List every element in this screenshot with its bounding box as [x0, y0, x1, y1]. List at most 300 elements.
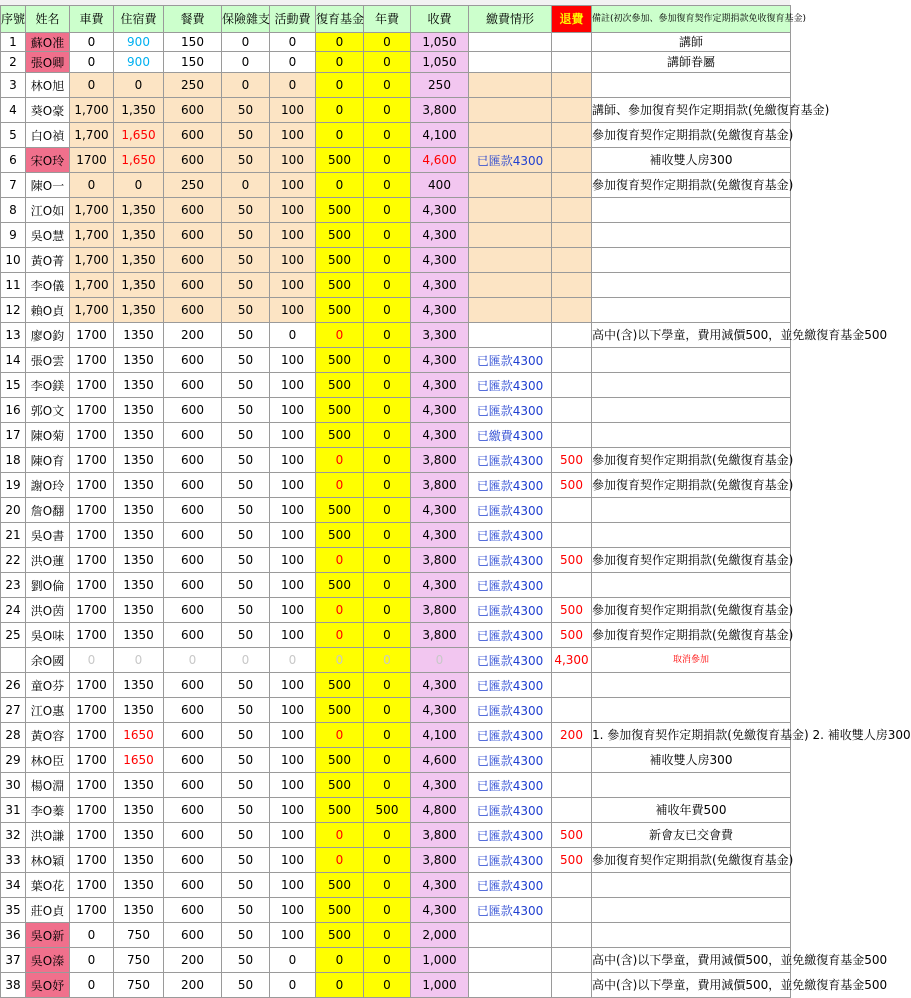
meal-fee-cell[interactable]: 600 [164, 923, 222, 948]
seq-cell[interactable]: 16 [1, 398, 26, 423]
refund-cell[interactable] [552, 373, 592, 398]
seq-cell[interactable]: 14 [1, 348, 26, 373]
meal-fee-cell[interactable]: 600 [164, 773, 222, 798]
name-cell[interactable]: 劉O倫 [26, 573, 70, 598]
note-cell[interactable]: 1. 參加復育契作定期捐款(免繳復育基金) 2. 補收雙人房300 [592, 723, 791, 748]
seq-cell[interactable]: 24 [1, 598, 26, 623]
lodging-fee-cell[interactable]: 1350 [114, 348, 164, 373]
car-fee-cell[interactable]: 1700 [70, 398, 114, 423]
meal-fee-cell[interactable]: 200 [164, 323, 222, 348]
insurance-cell[interactable]: 0 [222, 33, 270, 52]
refund-cell[interactable] [552, 73, 592, 98]
meal-fee-cell[interactable]: 600 [164, 673, 222, 698]
note-cell[interactable]: 講師、參加復育契作定期捐款(免繳復育基金) [592, 98, 791, 123]
refund-cell[interactable] [552, 248, 592, 273]
insurance-cell[interactable]: 0 [222, 648, 270, 673]
lodging-fee-cell[interactable]: 1350 [114, 848, 164, 873]
activity-fee-cell[interactable]: 100 [270, 423, 316, 448]
refund-cell[interactable]: 500 [552, 448, 592, 473]
payment-status-cell[interactable]: 已匯款4300 [469, 773, 552, 798]
seq-cell[interactable]: 30 [1, 773, 26, 798]
fund-cell[interactable]: 500 [316, 423, 364, 448]
insurance-cell[interactable]: 50 [222, 948, 270, 973]
received-cell[interactable]: 400 [411, 173, 469, 198]
insurance-cell[interactable]: 50 [222, 698, 270, 723]
header-notes[interactable]: 備註(初次參加、參加復育契作定期捐款免收復育基金) [592, 6, 791, 33]
received-cell[interactable]: 4,300 [411, 423, 469, 448]
fund-cell[interactable]: 500 [316, 773, 364, 798]
fund-cell[interactable]: 500 [316, 798, 364, 823]
lodging-fee-cell[interactable]: 750 [114, 948, 164, 973]
insurance-cell[interactable]: 50 [222, 498, 270, 523]
car-fee-cell[interactable]: 1700 [70, 448, 114, 473]
meal-fee-cell[interactable]: 200 [164, 948, 222, 973]
seq-cell[interactable]: 17 [1, 423, 26, 448]
fund-cell[interactable]: 0 [316, 473, 364, 498]
fund-cell[interactable]: 0 [316, 598, 364, 623]
annual-fee-cell[interactable]: 0 [364, 298, 411, 323]
note-cell[interactable]: 高中(含)以下學童，費用減價500，並免繳復育基金500 [592, 973, 791, 998]
activity-fee-cell[interactable]: 100 [270, 148, 316, 173]
insurance-cell[interactable]: 50 [222, 148, 270, 173]
meal-fee-cell[interactable]: 600 [164, 223, 222, 248]
meal-fee-cell[interactable]: 600 [164, 398, 222, 423]
car-fee-cell[interactable]: 1700 [70, 723, 114, 748]
lodging-fee-cell[interactable]: 1350 [114, 548, 164, 573]
lodging-fee-cell[interactable]: 1350 [114, 398, 164, 423]
lodging-fee-cell[interactable]: 1350 [114, 448, 164, 473]
note-cell[interactable] [592, 198, 791, 223]
name-cell[interactable]: 陳O一 [26, 173, 70, 198]
note-cell[interactable] [592, 298, 791, 323]
lodging-fee-cell[interactable]: 1,350 [114, 198, 164, 223]
seq-cell[interactable]: 37 [1, 948, 26, 973]
lodging-fee-cell[interactable]: 1650 [114, 723, 164, 748]
meal-fee-cell[interactable]: 600 [164, 698, 222, 723]
payment-status-cell[interactable] [469, 198, 552, 223]
activity-fee-cell[interactable]: 100 [270, 923, 316, 948]
insurance-cell[interactable]: 50 [222, 373, 270, 398]
payment-status-cell[interactable] [469, 298, 552, 323]
name-cell[interactable]: 張O雲 [26, 348, 70, 373]
seq-cell[interactable]: 1 [1, 33, 26, 52]
insurance-cell[interactable]: 50 [222, 523, 270, 548]
meal-fee-cell[interactable]: 600 [164, 748, 222, 773]
insurance-cell[interactable]: 50 [222, 398, 270, 423]
car-fee-cell[interactable]: 0 [70, 923, 114, 948]
insurance-cell[interactable]: 50 [222, 248, 270, 273]
note-cell[interactable] [592, 373, 791, 398]
activity-fee-cell[interactable]: 100 [270, 723, 316, 748]
activity-fee-cell[interactable]: 100 [270, 373, 316, 398]
refund-cell[interactable]: 500 [552, 848, 592, 873]
insurance-cell[interactable]: 50 [222, 848, 270, 873]
received-cell[interactable]: 4,600 [411, 748, 469, 773]
meal-fee-cell[interactable]: 600 [164, 373, 222, 398]
annual-fee-cell[interactable]: 0 [364, 673, 411, 698]
received-cell[interactable]: 3,800 [411, 623, 469, 648]
annual-fee-cell[interactable]: 0 [364, 52, 411, 73]
activity-fee-cell[interactable]: 100 [270, 823, 316, 848]
annual-fee-cell[interactable]: 0 [364, 198, 411, 223]
meal-fee-cell[interactable]: 600 [164, 98, 222, 123]
fund-cell[interactable]: 500 [316, 698, 364, 723]
car-fee-cell[interactable]: 1700 [70, 848, 114, 873]
insurance-cell[interactable]: 50 [222, 723, 270, 748]
fund-cell[interactable]: 0 [316, 448, 364, 473]
fund-cell[interactable]: 0 [316, 33, 364, 52]
insurance-cell[interactable]: 50 [222, 798, 270, 823]
activity-fee-cell[interactable]: 100 [270, 348, 316, 373]
received-cell[interactable]: 4,300 [411, 673, 469, 698]
name-cell[interactable]: 李O儀 [26, 273, 70, 298]
insurance-cell[interactable]: 50 [222, 298, 270, 323]
refund-cell[interactable] [552, 923, 592, 948]
payment-status-cell[interactable]: 已匯款4300 [469, 473, 552, 498]
activity-fee-cell[interactable]: 100 [270, 523, 316, 548]
seq-cell[interactable]: 8 [1, 198, 26, 223]
payment-status-cell[interactable] [469, 248, 552, 273]
activity-fee-cell[interactable]: 100 [270, 573, 316, 598]
name-cell[interactable]: 洪O蓮 [26, 548, 70, 573]
seq-cell[interactable]: 23 [1, 573, 26, 598]
payment-status-cell[interactable]: 已匯款4300 [469, 448, 552, 473]
activity-fee-cell[interactable]: 100 [270, 198, 316, 223]
seq-cell[interactable]: 12 [1, 298, 26, 323]
meal-fee-cell[interactable]: 600 [164, 498, 222, 523]
seq-cell[interactable]: 35 [1, 898, 26, 923]
name-cell[interactable]: 洪O茵 [26, 598, 70, 623]
lodging-fee-cell[interactable]: 1350 [114, 573, 164, 598]
seq-cell[interactable]: 38 [1, 973, 26, 998]
annual-fee-cell[interactable]: 0 [364, 823, 411, 848]
activity-fee-cell[interactable]: 100 [270, 773, 316, 798]
name-cell[interactable]: 黃O菁 [26, 248, 70, 273]
header-insurance[interactable]: 保險雜支 [222, 6, 270, 33]
activity-fee-cell[interactable]: 100 [270, 498, 316, 523]
refund-cell[interactable] [552, 323, 592, 348]
annual-fee-cell[interactable]: 0 [364, 323, 411, 348]
meal-fee-cell[interactable]: 600 [164, 823, 222, 848]
insurance-cell[interactable]: 50 [222, 823, 270, 848]
meal-fee-cell[interactable]: 600 [164, 598, 222, 623]
activity-fee-cell[interactable]: 0 [270, 73, 316, 98]
header-meal[interactable]: 餐費 [164, 6, 222, 33]
received-cell[interactable]: 3,800 [411, 98, 469, 123]
fund-cell[interactable]: 500 [316, 298, 364, 323]
car-fee-cell[interactable]: 1,700 [70, 198, 114, 223]
car-fee-cell[interactable]: 0 [70, 648, 114, 673]
seq-cell[interactable]: 6 [1, 148, 26, 173]
seq-cell[interactable]: 15 [1, 373, 26, 398]
payment-status-cell[interactable]: 已匯款4300 [469, 548, 552, 573]
annual-fee-cell[interactable]: 0 [364, 698, 411, 723]
lodging-fee-cell[interactable]: 1350 [114, 798, 164, 823]
annual-fee-cell[interactable]: 0 [364, 123, 411, 148]
note-cell[interactable]: 補收雙人房300 [592, 748, 791, 773]
note-cell[interactable] [592, 423, 791, 448]
header-lodging[interactable]: 住宿費 [114, 6, 164, 33]
lodging-fee-cell[interactable]: 750 [114, 923, 164, 948]
payment-status-cell[interactable]: 已匯款4300 [469, 498, 552, 523]
annual-fee-cell[interactable]: 0 [364, 773, 411, 798]
lodging-fee-cell[interactable]: 1350 [114, 423, 164, 448]
note-cell[interactable] [592, 873, 791, 898]
name-cell[interactable]: 陳O育 [26, 448, 70, 473]
annual-fee-cell[interactable]: 0 [364, 748, 411, 773]
payment-status-cell[interactable]: 已匯款4300 [469, 523, 552, 548]
note-cell[interactable]: 參加復育契作定期捐款(免繳復育基金) [592, 848, 791, 873]
refund-cell[interactable] [552, 148, 592, 173]
payment-status-cell[interactable]: 已匯款4300 [469, 698, 552, 723]
note-cell[interactable] [592, 898, 791, 923]
car-fee-cell[interactable]: 1,700 [70, 123, 114, 148]
fund-cell[interactable]: 500 [316, 573, 364, 598]
annual-fee-cell[interactable]: 0 [364, 923, 411, 948]
header-annual[interactable]: 年費 [364, 6, 411, 33]
payment-status-cell[interactable]: 已匯款4300 [469, 373, 552, 398]
lodging-fee-cell[interactable]: 1650 [114, 748, 164, 773]
fund-cell[interactable]: 500 [316, 923, 364, 948]
note-cell[interactable]: 補收雙人房300 [592, 148, 791, 173]
payment-status-cell[interactable] [469, 273, 552, 298]
annual-fee-cell[interactable]: 0 [364, 423, 411, 448]
insurance-cell[interactable]: 50 [222, 748, 270, 773]
insurance-cell[interactable]: 50 [222, 873, 270, 898]
annual-fee-cell[interactable]: 0 [364, 848, 411, 873]
note-cell[interactable]: 參加復育契作定期捐款(免繳復育基金) [592, 548, 791, 573]
meal-fee-cell[interactable]: 600 [164, 148, 222, 173]
activity-fee-cell[interactable]: 100 [270, 748, 316, 773]
lodging-fee-cell[interactable]: 750 [114, 973, 164, 998]
car-fee-cell[interactable]: 1,700 [70, 298, 114, 323]
fund-cell[interactable]: 500 [316, 248, 364, 273]
fund-cell[interactable]: 500 [316, 348, 364, 373]
payment-status-cell[interactable] [469, 73, 552, 98]
insurance-cell[interactable]: 50 [222, 223, 270, 248]
seq-cell[interactable]: 19 [1, 473, 26, 498]
refund-cell[interactable] [552, 223, 592, 248]
lodging-fee-cell[interactable]: 1350 [114, 323, 164, 348]
seq-cell[interactable]: 27 [1, 698, 26, 723]
received-cell[interactable]: 3,800 [411, 548, 469, 573]
lodging-fee-cell[interactable]: 1,350 [114, 273, 164, 298]
lodging-fee-cell[interactable]: 0 [114, 648, 164, 673]
name-cell[interactable]: 黃O容 [26, 723, 70, 748]
insurance-cell[interactable]: 50 [222, 98, 270, 123]
note-cell[interactable]: 補收年費500 [592, 798, 791, 823]
annual-fee-cell[interactable]: 0 [364, 373, 411, 398]
car-fee-cell[interactable]: 0 [70, 948, 114, 973]
refund-cell[interactable]: 500 [552, 548, 592, 573]
name-cell[interactable]: 楊O淵 [26, 773, 70, 798]
name-cell[interactable]: 吳O溱 [26, 948, 70, 973]
received-cell[interactable]: 4,600 [411, 148, 469, 173]
annual-fee-cell[interactable]: 0 [364, 273, 411, 298]
meal-fee-cell[interactable]: 250 [164, 73, 222, 98]
payment-status-cell[interactable]: 已匯款4300 [469, 398, 552, 423]
refund-cell[interactable] [552, 873, 592, 898]
activity-fee-cell[interactable]: 0 [270, 973, 316, 998]
activity-fee-cell[interactable]: 100 [270, 98, 316, 123]
meal-fee-cell[interactable]: 600 [164, 873, 222, 898]
refund-cell[interactable] [552, 398, 592, 423]
note-cell[interactable]: 取消參加 [592, 648, 791, 673]
annual-fee-cell[interactable]: 0 [364, 898, 411, 923]
received-cell[interactable]: 3,800 [411, 848, 469, 873]
activity-fee-cell[interactable]: 100 [270, 798, 316, 823]
payment-status-cell[interactable] [469, 33, 552, 52]
annual-fee-cell[interactable]: 0 [364, 173, 411, 198]
annual-fee-cell[interactable]: 0 [364, 623, 411, 648]
meal-fee-cell[interactable]: 600 [164, 198, 222, 223]
activity-fee-cell[interactable]: 100 [270, 873, 316, 898]
activity-fee-cell[interactable]: 100 [270, 698, 316, 723]
activity-fee-cell[interactable]: 100 [270, 548, 316, 573]
refund-cell[interactable] [552, 348, 592, 373]
insurance-cell[interactable]: 0 [222, 73, 270, 98]
received-cell[interactable]: 4,300 [411, 573, 469, 598]
fund-cell[interactable]: 500 [316, 748, 364, 773]
fund-cell[interactable]: 0 [316, 323, 364, 348]
note-cell[interactable] [592, 698, 791, 723]
refund-cell[interactable] [552, 98, 592, 123]
name-cell[interactable]: 蘇O准 [26, 33, 70, 52]
lodging-fee-cell[interactable]: 1350 [114, 898, 164, 923]
fund-cell[interactable]: 0 [316, 52, 364, 73]
activity-fee-cell[interactable]: 100 [270, 173, 316, 198]
annual-fee-cell[interactable]: 0 [364, 873, 411, 898]
car-fee-cell[interactable]: 1,700 [70, 248, 114, 273]
fund-cell[interactable]: 500 [316, 198, 364, 223]
refund-cell[interactable]: 500 [552, 473, 592, 498]
insurance-cell[interactable]: 50 [222, 623, 270, 648]
note-cell[interactable]: 參加復育契作定期捐款(免繳復育基金) [592, 473, 791, 498]
received-cell[interactable]: 4,300 [411, 773, 469, 798]
meal-fee-cell[interactable]: 600 [164, 273, 222, 298]
seq-cell[interactable]: 33 [1, 848, 26, 873]
car-fee-cell[interactable]: 1700 [70, 873, 114, 898]
note-cell[interactable]: 參加復育契作定期捐款(免繳復育基金) [592, 173, 791, 198]
refund-cell[interactable] [552, 773, 592, 798]
activity-fee-cell[interactable]: 100 [270, 848, 316, 873]
name-cell[interactable]: 廖O鈞 [26, 323, 70, 348]
car-fee-cell[interactable]: 1,700 [70, 273, 114, 298]
payment-status-cell[interactable] [469, 323, 552, 348]
received-cell[interactable]: 3,800 [411, 448, 469, 473]
header-activity[interactable]: 活動費 [270, 6, 316, 33]
payment-status-cell[interactable]: 已匯款4300 [469, 573, 552, 598]
fund-cell[interactable]: 0 [316, 648, 364, 673]
seq-cell[interactable]: 31 [1, 798, 26, 823]
lodging-fee-cell[interactable]: 1350 [114, 873, 164, 898]
refund-cell[interactable]: 200 [552, 723, 592, 748]
seq-cell[interactable]: 10 [1, 248, 26, 273]
note-cell[interactable] [592, 573, 791, 598]
insurance-cell[interactable]: 50 [222, 898, 270, 923]
note-cell[interactable] [592, 923, 791, 948]
payment-status-cell[interactable] [469, 223, 552, 248]
refund-cell[interactable] [552, 298, 592, 323]
header-received[interactable]: 收費 [411, 6, 469, 33]
lodging-fee-cell[interactable]: 1,350 [114, 223, 164, 248]
payment-status-cell[interactable] [469, 52, 552, 73]
insurance-cell[interactable]: 50 [222, 423, 270, 448]
meal-fee-cell[interactable]: 600 [164, 723, 222, 748]
name-cell[interactable]: 葵O豪 [26, 98, 70, 123]
seq-cell[interactable]: 18 [1, 448, 26, 473]
received-cell[interactable]: 4,800 [411, 798, 469, 823]
payment-status-cell[interactable] [469, 948, 552, 973]
note-cell[interactable]: 新會友已交會費 [592, 823, 791, 848]
annual-fee-cell[interactable]: 0 [364, 948, 411, 973]
note-cell[interactable] [592, 273, 791, 298]
seq-cell[interactable]: 25 [1, 623, 26, 648]
received-cell[interactable]: 1,000 [411, 948, 469, 973]
activity-fee-cell[interactable]: 0 [270, 52, 316, 73]
lodging-fee-cell[interactable]: 1,650 [114, 148, 164, 173]
note-cell[interactable] [592, 223, 791, 248]
note-cell[interactable]: 參加復育契作定期捐款(免繳復育基金) [592, 623, 791, 648]
lodging-fee-cell[interactable]: 900 [114, 33, 164, 52]
lodging-fee-cell[interactable]: 1350 [114, 673, 164, 698]
annual-fee-cell[interactable]: 0 [364, 498, 411, 523]
car-fee-cell[interactable]: 1700 [70, 423, 114, 448]
insurance-cell[interactable]: 50 [222, 598, 270, 623]
activity-fee-cell[interactable]: 100 [270, 473, 316, 498]
payment-status-cell[interactable]: 已匯款4300 [469, 873, 552, 898]
car-fee-cell[interactable]: 1,700 [70, 98, 114, 123]
meal-fee-cell[interactable]: 600 [164, 548, 222, 573]
annual-fee-cell[interactable]: 0 [364, 548, 411, 573]
car-fee-cell[interactable]: 0 [70, 33, 114, 52]
fund-cell[interactable]: 500 [316, 148, 364, 173]
payment-status-cell[interactable] [469, 923, 552, 948]
note-cell[interactable] [592, 398, 791, 423]
payment-status-cell[interactable]: 已匯款4300 [469, 348, 552, 373]
annual-fee-cell[interactable]: 0 [364, 648, 411, 673]
note-cell[interactable] [592, 673, 791, 698]
received-cell[interactable]: 250 [411, 73, 469, 98]
activity-fee-cell[interactable]: 100 [270, 298, 316, 323]
fund-cell[interactable]: 0 [316, 98, 364, 123]
seq-cell[interactable]: 28 [1, 723, 26, 748]
seq-cell[interactable] [1, 648, 26, 673]
refund-cell[interactable] [552, 898, 592, 923]
meal-fee-cell[interactable]: 250 [164, 173, 222, 198]
refund-cell[interactable]: 500 [552, 823, 592, 848]
lodging-fee-cell[interactable]: 1350 [114, 498, 164, 523]
meal-fee-cell[interactable]: 600 [164, 123, 222, 148]
car-fee-cell[interactable]: 1700 [70, 523, 114, 548]
received-cell[interactable]: 1,050 [411, 52, 469, 73]
fund-cell[interactable]: 0 [316, 723, 364, 748]
refund-cell[interactable] [552, 498, 592, 523]
note-cell[interactable]: 高中(含)以下學童，費用減價500，並免繳復育基金500 [592, 948, 791, 973]
refund-cell[interactable] [552, 673, 592, 698]
fund-cell[interactable]: 500 [316, 898, 364, 923]
activity-fee-cell[interactable]: 100 [270, 273, 316, 298]
refund-cell[interactable] [552, 52, 592, 73]
activity-fee-cell[interactable]: 100 [270, 598, 316, 623]
fund-cell[interactable]: 500 [316, 398, 364, 423]
payment-status-cell[interactable]: 已匯款4300 [469, 848, 552, 873]
car-fee-cell[interactable]: 1700 [70, 798, 114, 823]
meal-fee-cell[interactable]: 600 [164, 848, 222, 873]
car-fee-cell[interactable]: 1700 [70, 548, 114, 573]
annual-fee-cell[interactable]: 0 [364, 573, 411, 598]
lodging-fee-cell[interactable]: 1,350 [114, 248, 164, 273]
